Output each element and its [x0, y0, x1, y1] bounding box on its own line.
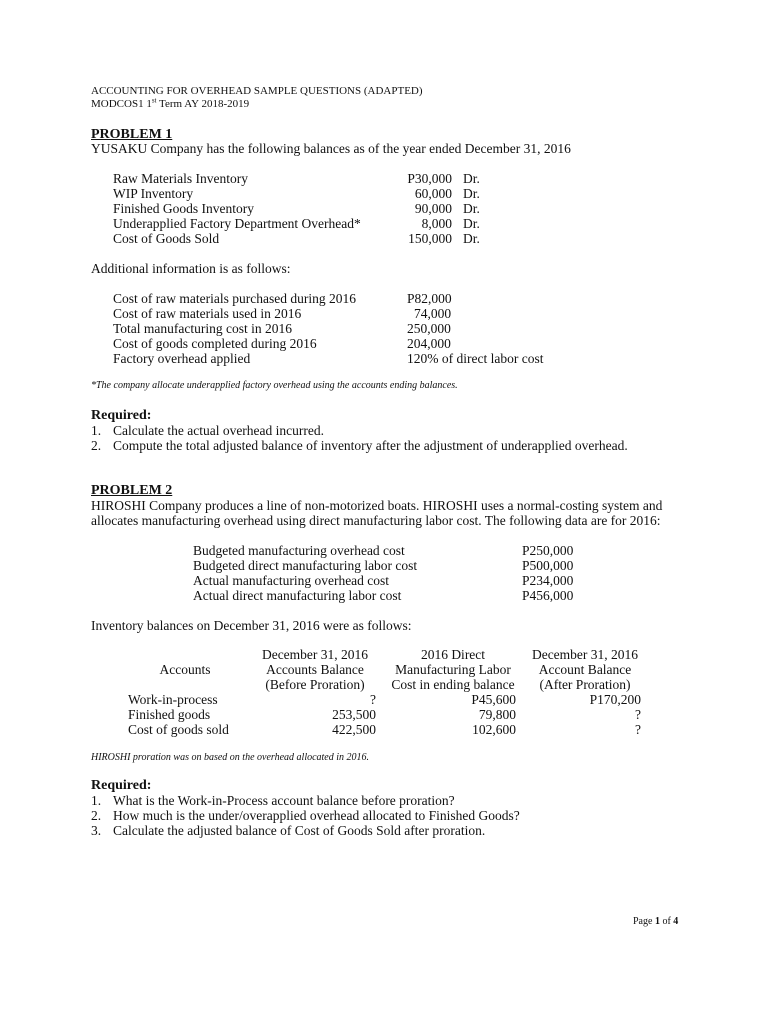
- inventory-intro: Inventory balances on December 31, 2016 were as follows:: [91, 618, 412, 633]
- info-label: Total manufacturing cost in 2016: [113, 321, 293, 336]
- cell-after: ?: [635, 722, 641, 737]
- cell-account: Work-in-process: [128, 692, 218, 707]
- item-number: 1.: [91, 793, 102, 808]
- page-number: [633, 916, 678, 927]
- info-value: 120% of direct labor cost: [407, 351, 544, 366]
- cell-after: ?: [635, 707, 641, 722]
- header-after-line1: December 31, 2016: [531, 647, 639, 662]
- problem1-footnote: *The company allocate underapplied factory overhead using the accounts ending balances.: [91, 380, 458, 391]
- header-before-line2: Accounts Balance: [266, 662, 364, 677]
- balance-amount: P30,000: [407, 171, 452, 186]
- cell-account: Finished goods: [128, 707, 211, 722]
- balance-side: Dr.: [463, 171, 480, 186]
- header-dl-line2: Manufacturing Labor: [395, 662, 511, 677]
- item-text: What is the Work-in-Process account balance before proration?: [113, 793, 455, 808]
- header-before-line1: December 31, 2016: [261, 647, 369, 662]
- balance-label: Cost of Goods Sold: [113, 231, 220, 246]
- balance-amount: 90,000: [414, 201, 452, 216]
- item-text: Calculate the actual overhead incurred.: [113, 423, 325, 438]
- data-value: P500,000: [522, 558, 574, 573]
- info-label: Cost of raw materials purchased during 2016: [113, 291, 356, 306]
- item-number: 2.: [91, 438, 102, 453]
- item-number: 1.: [91, 423, 102, 438]
- header-accounts: Accounts: [159, 662, 211, 677]
- of-word: of: [659, 916, 674, 927]
- header-dl-line3: Cost in ending balance: [391, 677, 515, 692]
- problem2-required-title: Required:: [91, 778, 152, 793]
- data-value: P250,000: [522, 543, 574, 558]
- term-text: Term AY 2018-2019: [156, 98, 250, 110]
- balance-side: Dr.: [463, 201, 480, 216]
- balance-side: Dr.: [463, 186, 480, 201]
- problem2-intro-line1: HIROSHI Company produces a line of non-motorized boats. HIROSHI uses a normal-costing system and: [91, 498, 663, 513]
- cell-dl: 79,800: [478, 707, 516, 722]
- balance-label: Finished Goods Inventory: [113, 201, 254, 216]
- data-label: Actual direct manufacturing labor cost: [193, 588, 402, 603]
- info-label: Cost of raw materials used in 2016: [113, 306, 302, 321]
- balance-label: Underapplied Factory Department Overhead*: [113, 216, 361, 231]
- problem1-required-title: Required:: [91, 408, 152, 423]
- cell-dl: P45,600: [471, 692, 516, 707]
- data-label: Actual manufacturing overhead cost: [193, 573, 390, 588]
- item-text: Compute the total adjusted balance of inventory after the adjustment of underapplied overhead.: [113, 438, 628, 453]
- balance-side: Dr.: [463, 216, 480, 231]
- doc-header-course: [91, 98, 249, 110]
- required-item: [91, 793, 455, 808]
- header-after-line2: Account Balance: [538, 662, 632, 677]
- additional-info-intro: Additional information is as follows:: [91, 261, 291, 276]
- problem2-title: PROBLEM 2: [91, 483, 173, 498]
- data-value: P234,000: [522, 573, 574, 588]
- problem1-intro: YUSAKU Company has the following balances as of the year ended December 31, 2016: [91, 141, 571, 156]
- cell-before: 422,500: [332, 722, 376, 737]
- cell-dl: 102,600: [472, 722, 516, 737]
- header-dl-line1: 2016 Direct: [420, 647, 486, 662]
- page-word: Page: [633, 916, 655, 927]
- balance-label: Raw Materials Inventory: [113, 171, 248, 186]
- data-label: Budgeted manufacturing overhead cost: [193, 543, 405, 558]
- info-value: 250,000: [407, 321, 451, 336]
- required-item: [91, 823, 485, 838]
- data-label: Budgeted direct manufacturing labor cost: [193, 558, 418, 573]
- problem1-title: PROBLEM 1: [91, 127, 173, 142]
- info-value: 204,000: [407, 336, 451, 351]
- balance-label: WIP Inventory: [113, 186, 194, 201]
- course-code: MODCOS1 1: [91, 98, 152, 110]
- header-before-line3: (Before Proration): [265, 677, 365, 692]
- cell-after: P170,200: [589, 692, 641, 707]
- info-value: P82,000: [407, 291, 452, 306]
- cell-before: ?: [370, 692, 376, 707]
- data-value: P456,000: [522, 588, 574, 603]
- required-item: [91, 808, 520, 823]
- balance-amount: 60,000: [414, 186, 452, 201]
- required-item: [91, 423, 324, 438]
- info-label: Factory overhead applied: [113, 351, 251, 366]
- item-number: 2.: [91, 808, 102, 823]
- cell-before: 253,500: [332, 707, 376, 722]
- header-after-line3: (After Proration): [539, 677, 631, 692]
- item-number: 3.: [91, 823, 102, 838]
- current-page: 1: [654, 916, 660, 927]
- problem2-intro-line2: allocates manufacturing overhead using direct manufacturing labor cost. The following data are for 2016:: [91, 513, 661, 528]
- item-text: Calculate the adjusted balance of Cost of Goods Sold after proration.: [113, 823, 486, 838]
- total-pages: 4: [673, 916, 679, 927]
- required-item: [91, 438, 628, 453]
- balance-side: Dr.: [463, 231, 480, 246]
- doc-header-title: ACCOUNTING FOR OVERHEAD SAMPLE QUESTIONS (ADAPTED): [91, 85, 423, 97]
- cell-account: Cost of goods sold: [128, 722, 229, 737]
- ordinal-suffix: st: [151, 96, 157, 105]
- problem2-footnote: HIROSHI proration was on based on the overhead allocated in 2016.: [91, 752, 370, 763]
- balance-amount: 150,000: [408, 231, 452, 246]
- info-label: Cost of goods completed during 2016: [113, 336, 317, 351]
- item-text: How much is the under/overapplied overhead allocated to Finished Goods?: [113, 808, 520, 823]
- info-value: 74,000: [414, 306, 452, 321]
- balance-amount: 8,000: [421, 216, 452, 231]
